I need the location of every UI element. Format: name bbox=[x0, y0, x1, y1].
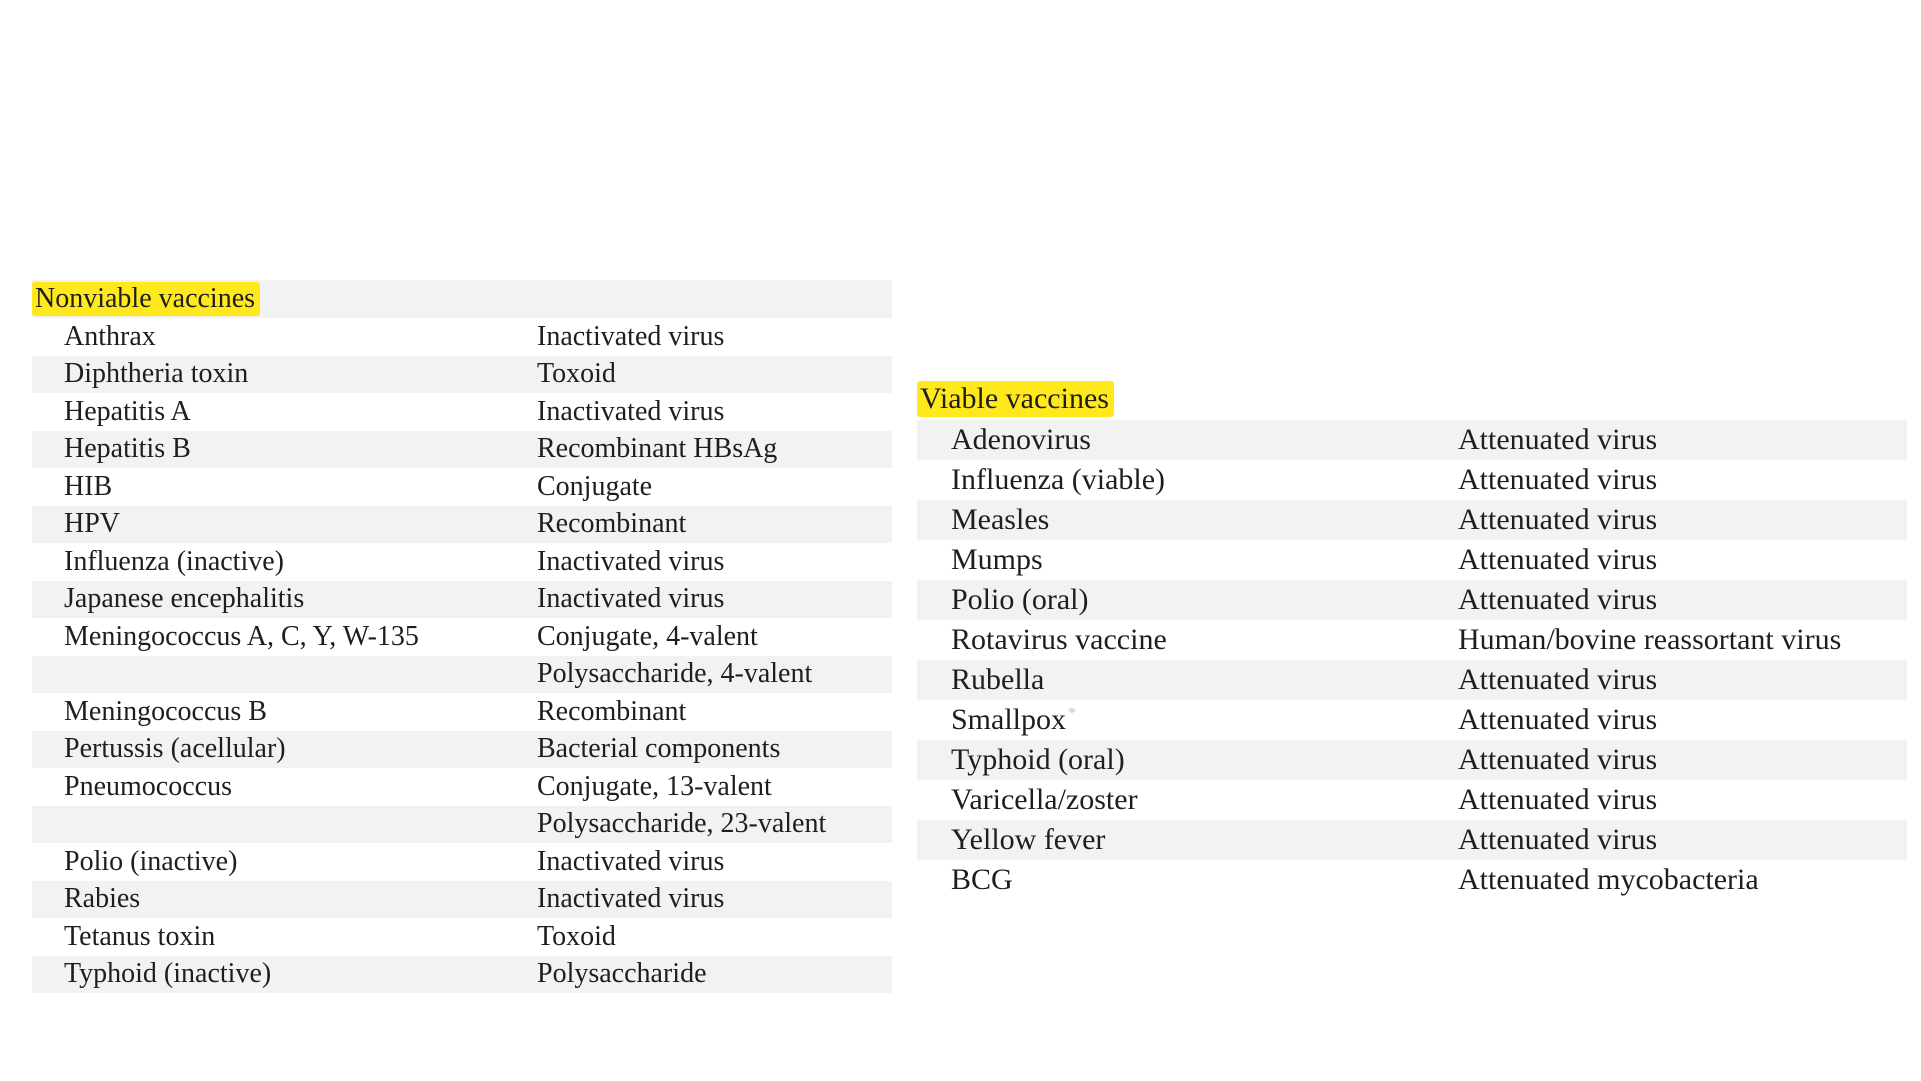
vaccine-name-cell bbox=[917, 823, 1458, 857]
vaccine-name-cell bbox=[32, 733, 537, 765]
vaccine-name-cell bbox=[917, 463, 1458, 497]
vaccine-type: Recombinant bbox=[537, 508, 687, 540]
vaccine-type: Inactivated virus bbox=[537, 320, 725, 352]
vaccine-name-cell bbox=[917, 543, 1458, 577]
vaccine-type: Attenuated virus bbox=[1458, 463, 1658, 496]
vaccine-name-cell bbox=[32, 508, 537, 540]
vaccine-name: Mumps bbox=[951, 543, 1043, 576]
vaccine-type: Attenuated virus bbox=[1458, 543, 1658, 576]
vaccine-type: Attenuated virus bbox=[1458, 703, 1658, 736]
vaccine-name: Typhoid (oral) bbox=[951, 743, 1125, 776]
vaccine-type: Attenuated mycobacteria bbox=[1458, 863, 1759, 896]
vaccine-type: Inactivated virus bbox=[537, 883, 725, 915]
vaccine-type: Attenuated virus bbox=[1458, 743, 1658, 776]
vaccine-name-cell bbox=[32, 546, 537, 578]
viable-caption: Viable vaccines bbox=[917, 381, 1114, 417]
vaccine-name-cell bbox=[32, 433, 537, 465]
vaccine-name: Meningococcus B bbox=[64, 695, 267, 727]
vaccine-type: Conjugate, 4-valent bbox=[537, 620, 758, 652]
vaccine-type: Conjugate, 13-valent bbox=[537, 770, 772, 802]
table-row bbox=[32, 956, 892, 994]
vaccine-type: Attenuated virus bbox=[1458, 503, 1658, 536]
nonviable-caption-row bbox=[32, 280, 892, 318]
vaccine-name: BCG bbox=[951, 863, 1013, 896]
vaccine-type: Toxoid bbox=[537, 358, 616, 390]
vaccine-name-cell bbox=[917, 503, 1458, 537]
table-row bbox=[32, 618, 892, 656]
vaccine-name: Polio (inactive) bbox=[64, 845, 238, 877]
vaccine-type: Conjugate bbox=[537, 470, 653, 502]
vaccine-name: Meningococcus A, C, Y, W-135 bbox=[64, 620, 419, 652]
vaccine-type: Polysaccharide, 23-valent bbox=[537, 808, 827, 840]
vaccine-name: Polio (oral) bbox=[951, 583, 1089, 616]
table-row bbox=[32, 581, 892, 619]
table-row bbox=[32, 318, 892, 356]
table-row bbox=[917, 860, 1907, 900]
vaccine-name: Influenza (inactive) bbox=[64, 545, 284, 577]
viable-vaccines-table bbox=[917, 378, 1907, 900]
vaccine-name: Typhoid (inactive) bbox=[64, 958, 272, 990]
vaccine-name: Varicella/zoster bbox=[951, 783, 1138, 816]
vaccine-name-cell bbox=[917, 583, 1458, 617]
vaccine-name-cell bbox=[32, 396, 537, 428]
footnote-mark: * bbox=[1068, 705, 1077, 722]
vaccine-name: Rubella bbox=[951, 663, 1045, 696]
vaccine-type: Recombinant HBsAg bbox=[537, 433, 778, 465]
vaccine-name-cell bbox=[32, 771, 537, 803]
vaccine-name-cell bbox=[32, 846, 537, 878]
vaccine-type: Inactivated virus bbox=[537, 583, 725, 615]
table-row bbox=[917, 460, 1907, 500]
vaccine-type: Inactivated virus bbox=[537, 395, 725, 427]
table-row bbox=[917, 740, 1907, 780]
table-row bbox=[917, 540, 1907, 580]
table-row bbox=[917, 500, 1907, 540]
table-row bbox=[32, 768, 892, 806]
table-row bbox=[32, 543, 892, 581]
table-row bbox=[32, 431, 892, 469]
vaccine-name: HIB bbox=[64, 470, 113, 502]
vaccine-name-cell bbox=[32, 883, 537, 915]
vaccine-type: Polysaccharide, 4-valent bbox=[537, 658, 813, 690]
vaccine-type: Human/bovine reassortant virus bbox=[1458, 623, 1842, 656]
table-row bbox=[32, 468, 892, 506]
vaccine-name-cell bbox=[32, 958, 537, 990]
table-row bbox=[32, 693, 892, 731]
table-row bbox=[32, 356, 892, 394]
vaccine-name-cell bbox=[32, 321, 537, 353]
vaccine-name-cell bbox=[32, 583, 537, 615]
vaccine-name: Rotavirus vaccine bbox=[951, 623, 1167, 656]
nonviable-vaccines-table bbox=[32, 280, 892, 993]
vaccine-name-cell bbox=[917, 663, 1458, 697]
vaccine-name: Adenovirus bbox=[951, 423, 1091, 456]
viable-caption-row bbox=[917, 378, 1907, 420]
table-row bbox=[917, 820, 1907, 860]
vaccine-name-cell bbox=[917, 783, 1458, 817]
table-row bbox=[32, 806, 892, 844]
vaccine-type: Attenuated virus bbox=[1458, 783, 1658, 816]
vaccine-name-cell bbox=[32, 471, 537, 503]
vaccine-name: Smallpox bbox=[951, 703, 1067, 736]
vaccine-type: Attenuated virus bbox=[1458, 423, 1658, 456]
table-row bbox=[917, 620, 1907, 660]
vaccine-name-cell bbox=[32, 358, 537, 390]
vaccine-name-cell bbox=[32, 696, 537, 728]
vaccine-name: Yellow fever bbox=[951, 823, 1106, 856]
vaccine-name-cell bbox=[917, 623, 1458, 657]
table-row bbox=[917, 660, 1907, 700]
vaccine-name-cell bbox=[32, 921, 537, 953]
table-row bbox=[917, 580, 1907, 620]
vaccine-type: Recombinant bbox=[537, 695, 687, 727]
vaccine-type: Bacterial components bbox=[537, 733, 781, 765]
vaccine-name: Measles bbox=[951, 503, 1050, 536]
vaccine-name: Pneumococcus bbox=[64, 770, 232, 802]
vaccine-name: Influenza (viable) bbox=[951, 463, 1166, 496]
table-row bbox=[917, 700, 1907, 740]
vaccine-type: Polysaccharide bbox=[537, 958, 707, 990]
vaccine-name: Rabies bbox=[64, 883, 141, 915]
vaccine-type: Inactivated virus bbox=[537, 545, 725, 577]
vaccine-name-cell bbox=[917, 863, 1458, 897]
vaccine-name-cell bbox=[32, 621, 537, 653]
vaccine-name: Pertussis (acellular) bbox=[64, 733, 286, 765]
vaccine-type: Toxoid bbox=[537, 920, 616, 952]
vaccine-name: HPV bbox=[64, 508, 121, 540]
viable-table-body bbox=[917, 420, 1907, 900]
table-row bbox=[32, 731, 892, 769]
vaccine-name: Hepatitis A bbox=[64, 395, 191, 427]
vaccine-name-cell bbox=[917, 703, 1458, 737]
table-row bbox=[32, 656, 892, 694]
vaccine-name: Tetanus toxin bbox=[64, 920, 216, 952]
vaccine-type: Attenuated virus bbox=[1458, 823, 1658, 856]
table-row bbox=[917, 420, 1907, 460]
table-row bbox=[32, 881, 892, 919]
vaccine-name-cell bbox=[917, 423, 1458, 457]
vaccine-name-cell bbox=[917, 743, 1458, 777]
vaccine-name: Diphtheria toxin bbox=[64, 358, 249, 390]
vaccine-type: Attenuated virus bbox=[1458, 583, 1658, 616]
table-row bbox=[32, 393, 892, 431]
vaccine-type: Inactivated virus bbox=[537, 845, 725, 877]
vaccine-type: Attenuated virus bbox=[1458, 663, 1658, 696]
vaccine-name: Japanese encephalitis bbox=[64, 583, 305, 615]
nonviable-table-body bbox=[32, 318, 892, 993]
table-row bbox=[32, 918, 892, 956]
vaccine-name: Hepatitis B bbox=[64, 433, 191, 465]
table-row bbox=[917, 780, 1907, 820]
table-row bbox=[32, 506, 892, 544]
vaccine-name: Anthrax bbox=[64, 320, 156, 352]
table-row bbox=[32, 843, 892, 881]
nonviable-caption: Nonviable vaccines bbox=[32, 282, 260, 316]
